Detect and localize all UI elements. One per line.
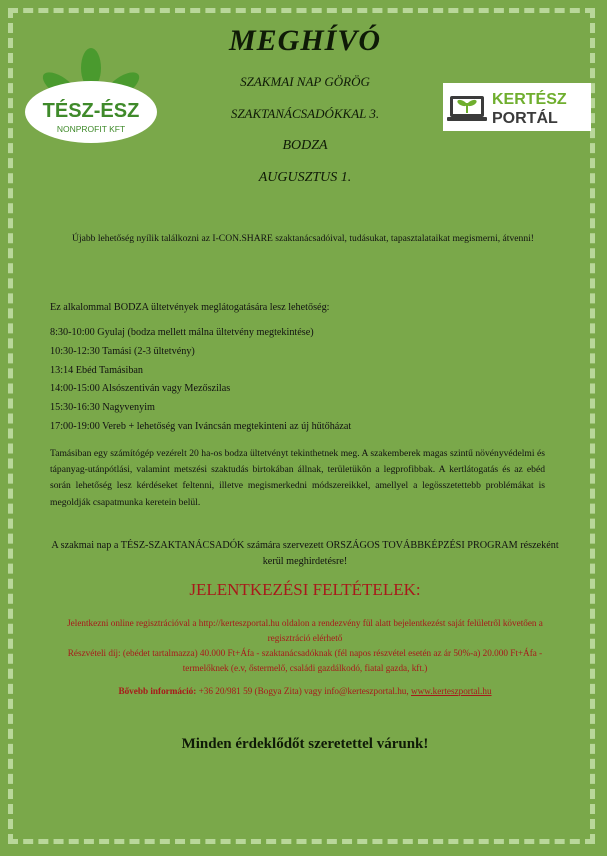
more-info-contact: +36 20/981 59 (Bogya Zita) vagy info@kerteszportal.hu,	[196, 686, 411, 696]
event-subtitle-line2: SZAKTANÁCSADÓKKAL 3.	[230, 106, 380, 121]
portal-logo-text-bottom: PORTÁL	[492, 110, 558, 127]
schedule-item: 17:00-19:00 Vereb + lehetőség van Iváncsán megtekinteni az új hűtőházat	[50, 420, 352, 432]
event-date: AUGUSZTUS 1.	[258, 170, 352, 185]
registration-instructions: Jelentkezni online regisztrációval a http://kerteszportal.hu oldalon a rendezvény fül alatt bejelentkezést saját felületről követően a regisztráció elérhető	[67, 618, 543, 643]
description-paragraph: Tamásiban egy számítógép vezérelt 20 ha-os bodza ültetvényt tekinthetnek meg. A szakemberek magas szintű növényvédelmi és tápanyag-utánpótlási, valamint metszési szaktudás birtokában állnak, területükön a legprofibbak. A kertlátogatás és az ebéd során lehetőség lesz kérdéseket feltenni, illetve megismerkedni módszereikkel, amellyel a legösszetettebb problémákat is megoldják csapatmunka keretein belül.	[50, 448, 545, 508]
tesz-esz-logo	[22, 46, 160, 146]
event-subtitle-line1: SZAKMAI NAP GÖRÖG	[240, 74, 370, 89]
more-info	[50, 686, 560, 696]
more-info-label: Bővebb információ:	[118, 686, 197, 696]
program-note: A szakmai nap a TÉSZ-SZAKTANÁCSADÓK számára szervezett ORSZÁGOS TOVÁBBKÉPZÉSI PROGRAM részeként kerül meghirdetésre!	[51, 540, 559, 567]
schedule-item: 10:30-12:30 Tamási (2-3 ültetvény)	[50, 345, 195, 357]
tesz-logo-text: TÉSZ-ÉSZ	[42, 100, 140, 122]
schedule-item: 13:14 Ebéd Tamásiban	[50, 364, 144, 376]
tesz-logo-subtext: NONPROFIT KFT	[56, 124, 126, 134]
schedule-item: 14:00-15:00 Alsószentiván vagy Mezőszilas	[50, 383, 231, 395]
portal-logo-text-top: KERTÉSZ	[492, 91, 567, 108]
website-link[interactable]: www.kerteszportal.hu	[411, 686, 492, 696]
schedule-list	[50, 324, 351, 437]
event-topic: BODZA	[282, 138, 328, 153]
registration-title: JELENTKEZÉSI FELTÉTELEK:	[189, 580, 421, 599]
schedule-item: 15:30-16:30 Nagyvenyim	[50, 402, 155, 414]
closing-text: Minden érdeklődőt szeretettel várunk!	[181, 736, 429, 752]
page-title: MEGHÍVÓ	[228, 24, 382, 57]
participation-fee: Részvételi díj: (ebédet tartalmazza) 40.000 Ft+Áfa - szaktanácsadóknak (fél napos részvétel esetén az ár 50%-a) 20.000 Ft+Áfa - termelőknek (e.v, őstermelő, családi gazdálkodó, fiatal gazda, kft.)	[67, 648, 543, 673]
schedule-item: 8:30-10:00 Gyulaj (bodza mellett málna ültetvény megtekintése)	[50, 327, 314, 338]
intro-text: Újabb lehetőség nyílik találkozni az I-CON.SHARE szaktanácsadóival, tudásukat, tapasztalataikat megismerni, átvenni!	[72, 233, 534, 244]
schedule-intro: Ez alkalommal BODZA ültetvények meglátogatására lesz lehetőség:	[50, 302, 330, 313]
